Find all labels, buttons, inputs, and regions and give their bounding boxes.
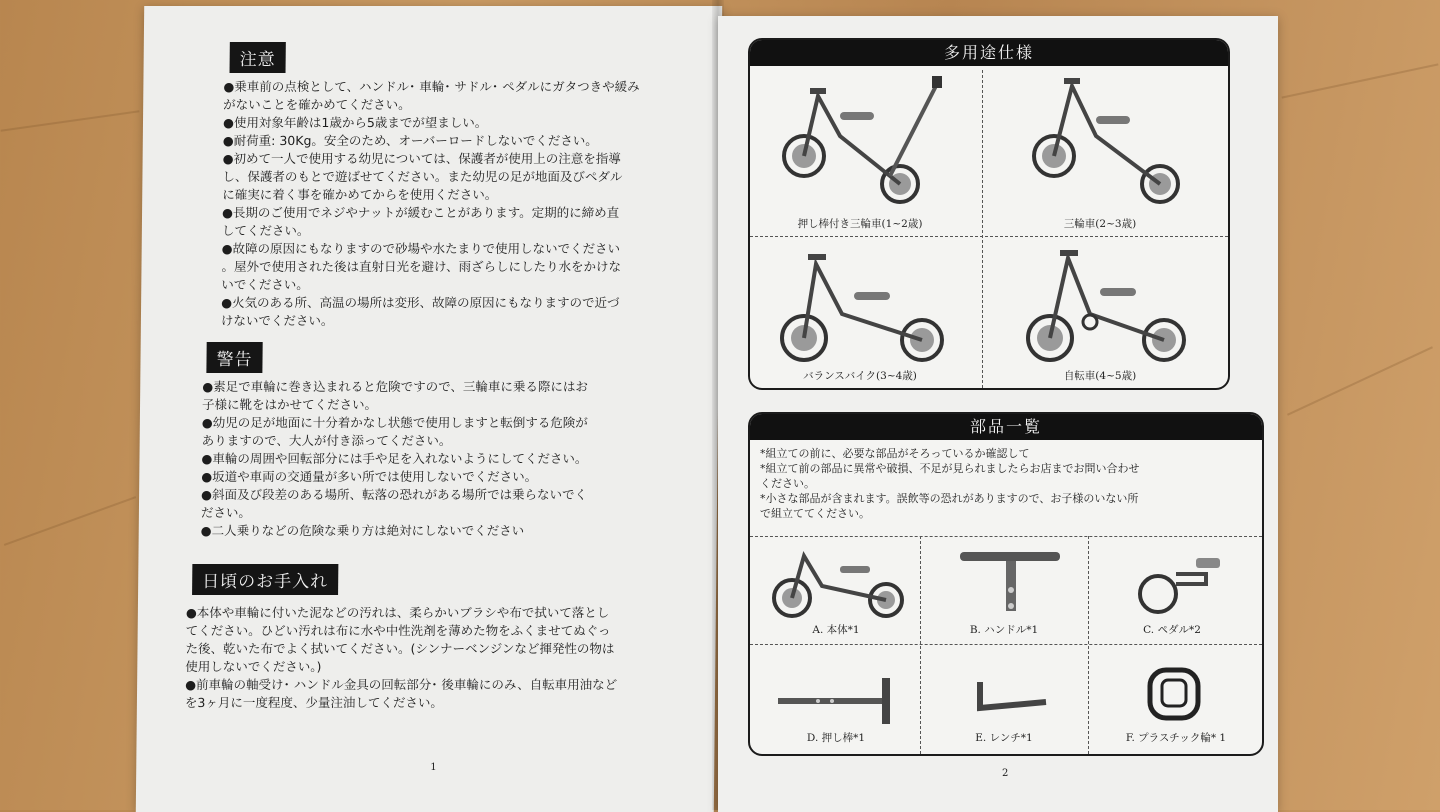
usage-title: 多用途仕様 [750, 40, 1228, 66]
mode-caption: 自転車(4~5歳) [1063, 370, 1137, 382]
part-caption: F. プラスチック輪* 1 [1125, 732, 1227, 744]
pedal-icon [1136, 554, 1226, 624]
divider [982, 70, 983, 388]
handlebar-icon [960, 550, 1070, 630]
warning-text: ●素足で車輪に巻き込まれると危険ですので、三輪車に乗る際にはお 子様に靴をはかせてください。 ●幼児の足が地面に十分着かなし状態で使用しますと転倒する危険が ありますので、大人が付き添ってください。 ●車輪の周囲や回転部分には手や足を入れないようにしてください。 ●坂道や車両の交通量が多い所では使用しないでください。 ●斜面及び段差のある場所、転落の恐れがある場所では乗らないでく ださい。 ●二人乗りなどの危険な乗り方は絶対にしないでください [200, 379, 588, 538]
parts-box [748, 412, 1264, 756]
hex-wrench-icon [974, 678, 1054, 718]
caution-text: ●乗車前の点検として、ハンドル･ 車輪･ サドル･ ペダルにガタつきや緩み がないことを確かめてください。 ●使用対象年齢は1歳から5歳までが望ましい。 ●耐荷重: 30Kg。安全のため、オーバーロードしないでください。 ●初めて一人で使用する幼児については、保護者が使用上の注意を指導 し、保護者のもとで遊ばせてください。また幼児の足が地面及びペダル に確実に着く事を確かめてからを使用ください。 ●長期のご使用でネジやナットが緩むことがあります。定期的に締め直 してください。 ●故障の原因にもなりますので砂場や水たまりで使用しないでください 。屋外で使用された後は直射日光を避け、雨ざらしにしたり水をかけな いでください。 ●火気のある所、高温の場所は変形、故障の原因にもなりますので近づ けないでください。 [220, 79, 640, 328]
push-bar-icon [778, 678, 908, 728]
frame-body-icon [770, 552, 910, 622]
plastic-ring-icon [1146, 666, 1206, 726]
divider [1088, 536, 1089, 754]
wood-grain [1282, 63, 1439, 98]
divider [750, 536, 1262, 537]
part-caption: E. レンチ*1 [975, 732, 1033, 744]
parts-title: 部品一覧 [750, 414, 1262, 440]
part-caption: D. 押し棒*1 [806, 732, 866, 744]
caution-heading: 注意 [230, 42, 286, 73]
bicycle-icon [1020, 248, 1200, 378]
maintenance-heading: 日頃のお手入れ [192, 564, 338, 595]
warning-heading: 警告 [206, 342, 262, 373]
maintenance-text: ●本体や車輪に付いた泥などの汚れは、柔らかいブラシや布で拭いて落とし てください。ひどい汚れは布に水や中性洗剤を薄めた物をふくませてぬぐっ た後、乾いた布でよく拭いてください。(シンナーベンジンなど揮発性の物は 使用しないでください。) ●前車輪の軸受け･ ハンドル金具の回転部分･ 後車輪にのみ、自転車用油など を3ヶ月に一度程度、少量注油してください。 [184, 605, 618, 710]
page-number: 1 [430, 762, 437, 773]
divider [750, 236, 1228, 237]
divider [920, 536, 921, 754]
left-page [136, 6, 722, 812]
part-caption: A. 本体*1 [812, 624, 860, 636]
wood-grain [1, 110, 140, 131]
wood-grain [4, 496, 136, 546]
tricycle-icon [1020, 76, 1200, 216]
balance-bike-icon [780, 248, 960, 378]
right-page [718, 16, 1278, 812]
part-caption: B. ハンドル*1 [969, 624, 1039, 636]
parts-notes: *組立ての前に、必要な部品がそろっているか確認して *組立て前の部品に異常や破損、不足が見られましたらお店までお問い合わせ ください。 *小さな部品が含まれます。誤飲等の恐れがありますので、お子様のいない所 で組立ててください。 [760, 447, 1140, 520]
mode-caption: バランスバイク(3~4歳) [803, 370, 917, 382]
mode-caption: 押し棒付き三輪車(1~2歳) [797, 218, 923, 230]
divider [750, 644, 1262, 645]
tricycle-push-bar-icon [780, 76, 960, 216]
part-caption: C. ペダル*2 [1143, 624, 1201, 636]
page-number: 2 [1002, 768, 1009, 779]
wood-grain [1287, 346, 1433, 415]
mode-caption: 三輪車(2~3歳) [1063, 218, 1137, 230]
usage-box [748, 38, 1230, 390]
